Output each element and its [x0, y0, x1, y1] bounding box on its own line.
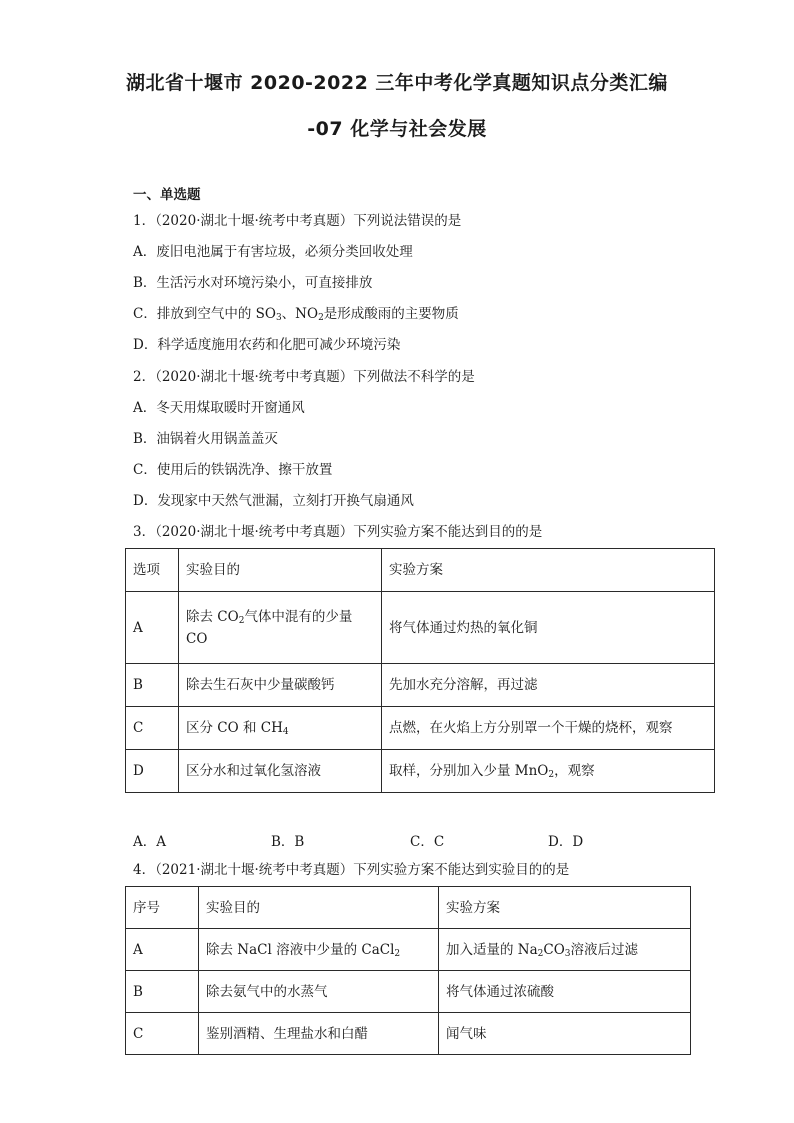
goal-cell: 鉴别酒精、生理盐水和白醋	[199, 1013, 439, 1055]
q1-option-d: D．科学适度施用农药和化肥可减少环境污染	[133, 337, 401, 353]
plan-cell: 将气体通过灼热的氧化铜	[382, 592, 715, 664]
header-cell: 实验目的	[199, 887, 439, 929]
goal-cell: 区分水和过氧化氢溶液	[179, 750, 382, 793]
option-cell: A	[126, 929, 199, 971]
q2-option-b: B．油锅着火用锅盖盖灭	[133, 431, 278, 447]
header-cell: 序号	[126, 887, 199, 929]
q3-answer-b: B．B	[271, 834, 305, 850]
option-cell: D	[126, 750, 179, 793]
q3-answer-d: D．D	[548, 834, 584, 850]
plan-cell: 点燃，在火焰上方分别罩一个干燥的烧杯，观察	[382, 707, 715, 750]
header-cell: 实验方案	[439, 887, 691, 929]
q2-stem: 2．（2020·湖北十堰·统考中考真题）下列做法不科学的是	[133, 369, 475, 385]
q1-option-c: C．排放到空气中的 $SO_3$、$NO_2$是形成酸雨的主要物质	[133, 306, 459, 323]
option-cell: A	[126, 592, 179, 664]
goal-cell: 除去 $CO_2$气体中混有的少量 CO	[179, 592, 382, 664]
q1-option-b: B．生活污水对环境污染小，可直接排放	[133, 275, 373, 291]
header-cell: 实验目的	[179, 549, 382, 592]
q2-option-a: A．冬天用煤取暖时开窗通风	[133, 400, 305, 416]
plan-cell: 将气体通过浓硫酸	[439, 971, 691, 1013]
table-header-row	[126, 887, 691, 929]
option-cell: B	[126, 971, 199, 1013]
option-cell: B	[126, 664, 179, 707]
q3-answer-a: A．A	[133, 834, 166, 850]
header-cell: 选项	[126, 549, 179, 592]
q3-table	[125, 548, 715, 793]
plan-cell: 加入适量的 $Na_2CO_3$溶液后过滤	[439, 929, 691, 971]
q4-table	[125, 886, 691, 1055]
q2-option-c: C．使用后的铁锅洗净、擦干放置	[133, 462, 333, 478]
document-title-line2: -07 化学与社会发展	[307, 118, 487, 140]
goal-cell: 除去生石灰中少量碳酸钙	[179, 664, 382, 707]
option-cell: C	[126, 707, 179, 750]
plan-cell: 先加水充分溶解，再过滤	[382, 664, 715, 707]
table-row	[126, 707, 715, 750]
table-header-row	[126, 549, 715, 592]
table-row	[126, 1013, 691, 1055]
table-row	[126, 971, 691, 1013]
plan-cell: 闻气味	[439, 1013, 691, 1055]
q3-stem: 3．（2020·湖北十堰·统考中考真题）下列实验方案不能达到目的的是	[133, 524, 543, 540]
q2-option-d: D．发现家中天然气泄漏，立刻打开换气扇通风	[133, 493, 414, 509]
section-heading: 一、单选题	[133, 187, 201, 203]
table-row	[126, 750, 715, 793]
q1-stem: 1．（2020·湖北十堰·统考中考真题）下列说法错误的是	[133, 213, 462, 229]
q4-stem: 4．（2021·湖北十堰·统考中考真题）下列实验方案不能达到实验目的的是	[133, 862, 570, 878]
goal-cell: 除去氨气中的水蒸气	[199, 971, 439, 1013]
document-title-line1: 湖北省十堰市 2020-2022 三年中考化学真题知识点分类汇编	[126, 72, 668, 94]
q3-answer-c: C．C	[410, 834, 445, 850]
table-row	[126, 664, 715, 707]
header-cell: 实验方案	[382, 549, 715, 592]
option-cell: C	[126, 1013, 199, 1055]
plan-cell: 取样，分别加入少量 MnO$_2$，观察	[382, 750, 715, 793]
q1-option-a: A．废旧电池属于有害垃圾，必须分类回收处理	[133, 244, 413, 260]
table-row	[126, 592, 715, 664]
goal-cell: 区分 CO 和 $CH_4$	[179, 707, 382, 750]
table-row	[126, 929, 691, 971]
goal-cell: 除去 NaCl 溶液中少量的 CaCl$_2$	[199, 929, 439, 971]
